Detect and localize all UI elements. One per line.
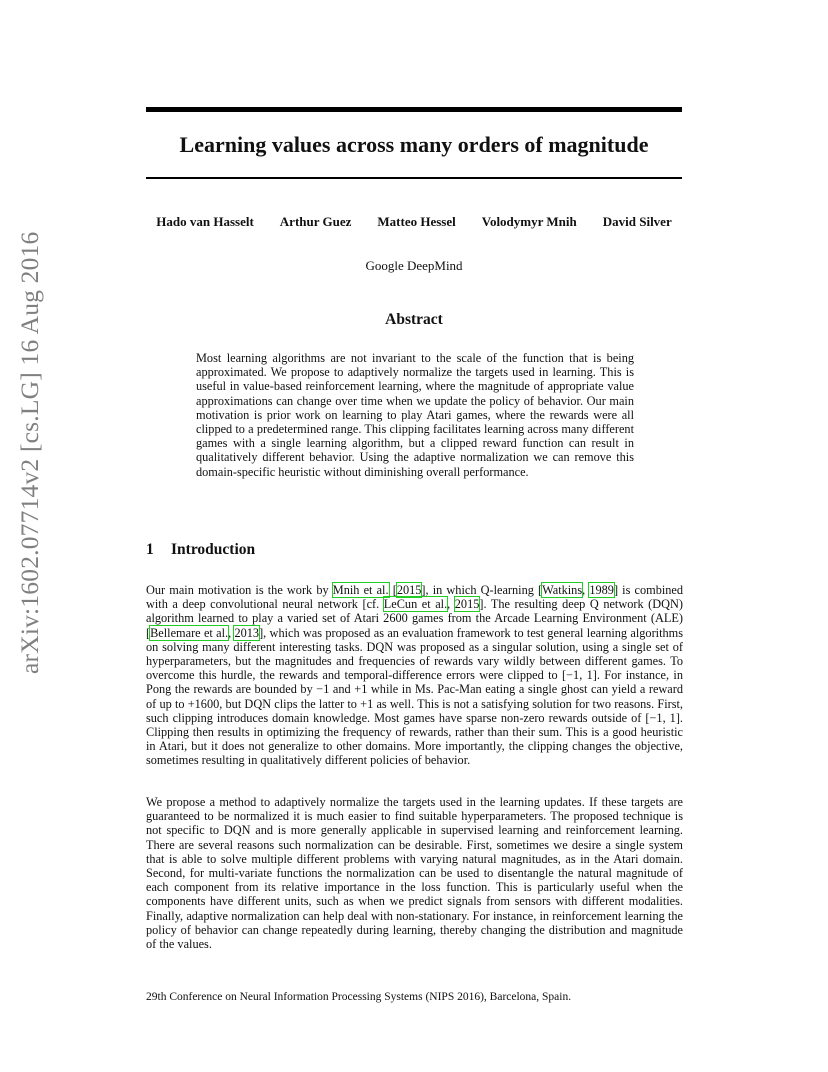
author-list (146, 214, 682, 230)
intro-paragraph-2: We propose a method to adaptively normalize the targets used in the learning updates. If these targets are guaranteed to be normalized it is much easier to find suitable hyperparameters. The proposed technique is not specific to DQN and is more generally applicable in supervised learning and reinforcement learning. There are several reasons such normalization can be desirable. First, sometimes we desire a single system that is able to solve multiple different problems with varying natural magnitudes, as in the Atari domain. Second, for multi-variate functions the normalization can be used to disentangle the natural magnitude of each component from its relative importance in the loss function. This is particularly useful when the components have different units, such as when we predict signals from sensors with different modalities. Finally, adaptive normalization can help deal with non-stationary. For instance, in reinforcement learning the policy of behavior can change repeatedly during learning, thereby changing the distribution and magnitude of the values. (146, 795, 683, 952)
paper-title: Learning values across many orders of magnitude (179, 132, 649, 157)
citation-link[interactable]: 2013 (234, 625, 260, 640)
citation-link[interactable]: Bellemare et al. (150, 625, 229, 640)
author: Matteo Hessel (377, 214, 456, 229)
title-bottom-rule (146, 177, 682, 179)
citation-link[interactable]: Watkins (542, 583, 583, 597)
text-run: Our main motivation is the work by (146, 583, 333, 597)
author: Hado van Hasselt (156, 214, 254, 229)
abstract-text: Most learning algorithms are not invariant to the scale of the function that is being approximated. We propose to adaptively normalize the targets used in learning. This is useful in value-based reinforcement learning, where the magnitude of appropriate value approximations can change over time when we update the policy of behavior. Our main motivation is prior work on learning to play Atari games, where the rewards were all clipped to a predetermined range. This clipping facilitates learning across many different games with a single learning algorithm, but a clipped reward function can result in qualitatively different behavior. Using the adaptive normalization we can remove this domain-specific heuristic without diminishing overall performance. (196, 351, 634, 479)
abstract-heading: Abstract (385, 311, 443, 328)
author: Volodymyr Mnih (481, 214, 577, 229)
text-run: ] is combined with a deep convolutional neural network [cf. (146, 583, 684, 612)
affiliation: Google DeepMind (365, 258, 463, 273)
title-top-rule (146, 107, 682, 112)
text-run: , (447, 597, 455, 612)
author: David Silver (602, 214, 672, 229)
text-run: , (228, 625, 235, 640)
text-run: ]. The resulting deep Q network (DQN) algorithm learned to play a varied set of Atari 2600 games from the Arcade Learning Environment (ALE) [ (146, 597, 683, 640)
section-heading (146, 541, 255, 559)
intro-paragraph-1 (146, 583, 683, 768)
author: Arthur Guez (279, 214, 352, 229)
citation-link[interactable]: LeCun et al. (383, 597, 448, 612)
section-title: Introduction (171, 541, 256, 558)
text-run: , (582, 583, 590, 597)
citation-link[interactable]: 2015 (396, 583, 422, 597)
section-number: 1 (146, 541, 154, 558)
citation-link[interactable]: 1989 (589, 583, 614, 597)
text-run: ], in which Q-learning [ (421, 583, 543, 597)
conference-footer: 29th Conference on Neural Information Processing Systems (NIPS 2016), Barcelona, Spain. (146, 991, 572, 1003)
citation-link[interactable]: Mnih et al. (332, 583, 389, 597)
citation-link[interactable]: 2015 (454, 597, 480, 612)
text-run: ], which was proposed as an evaluation framework to test general learning algorithms on solving many different interesting tasks. DQN was proposed as a singular solution, using a single set of hyperparameters, but the magnitudes and frequencies of rewards vary wildly between different games. To overcome this hurdle, the rewards and temporal-difference errors were clipped to [−1, 1]. For instance, in Pong the rewards are bounded by −1 and +1 while in Ms. Pac-Man eating a single ghost can yield a reward of up to +1600, but DQN clips the latter to +1 as well. This is not a satisfying solution for two reasons. First, such clipping introduces domain knowledge. Most games have sparse non-zero rewards outside of [−1, 1]. Clipping then results in optimizing the frequency of rewards, rather than their sum. This is a good heuristic in Atari, but it does not generalize to other domains. More importantly, the clipping changes the objective, sometimes resulting in qualitatively different policies of behavior. (146, 625, 683, 768)
text-run: [ (388, 583, 397, 597)
arxiv-stamp: arXiv:1602.07714v2 [cs.LG] 16 Aug 2016 (15, 231, 44, 674)
